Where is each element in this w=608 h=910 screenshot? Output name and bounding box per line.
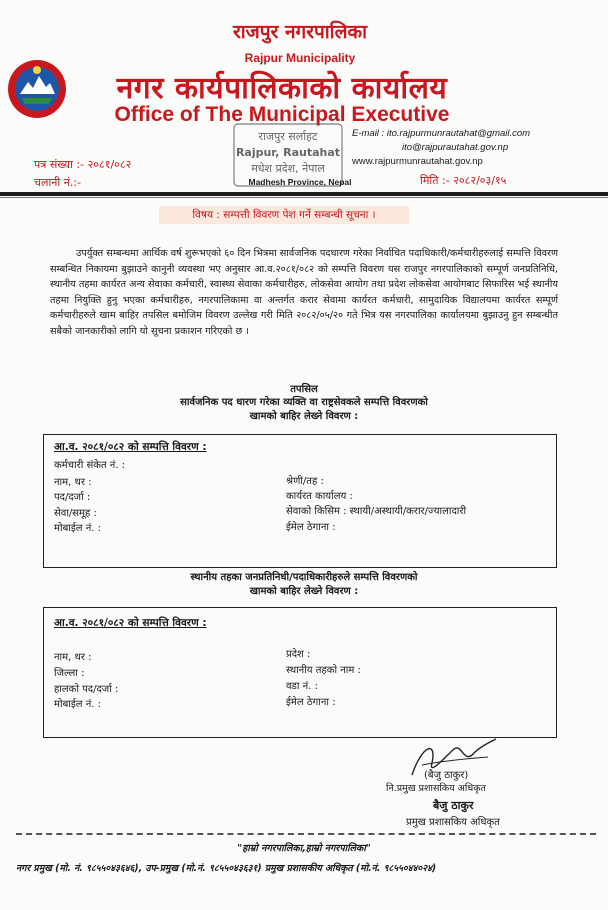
footer-slogan: "हाम्रो नगरपालिका,हाम्रो नगरपालिका" [237,843,371,854]
footer-contacts: नगर प्रमुख (मो. नं. ९८५५०४३६४६), उप-प्रमुख (मो.नं. ९८५५०४३६३१) प्रमुख प्रशासकीय अधिकृत (मो.नं. ९८५५०४४०२४) [16,863,437,874]
letter-date: मिति :- २०८२/०३/१५ [420,174,507,187]
employee-code-field: कर्मचारी संकेत नं. : [54,460,126,471]
schedule-heading: तपसिल [290,384,318,395]
district-field: जिल्ला : [54,668,85,679]
service-type-field: सेवाको किसिम : स्थायी/अस्थायी/करार/ज्यालादारी [286,506,467,517]
section1-heading-line1: सार्वजनिक पद धारण गरेका व्यक्ति वा राष्ट्रसेवकले सम्पत्ति विवरणको [180,397,428,408]
signatory-name: बैजु ठाकुर [433,799,474,812]
section2-heading-line2: खामको बाहिर लेख्ने विवरण : [249,586,359,597]
municipality-name-english: Rajpur Municipality [244,51,356,65]
email-field-2: ईमेल ठेगाना : [286,697,336,708]
post-field: पद/दर्जा : [54,492,91,503]
grade-field: श्रेणी/तह : [286,476,324,487]
email-field: ईमेल ठेगाना : [286,522,336,533]
email-address[interactable]: E-mail : ito.rajpurmunrautahat@gmail.com [352,128,531,139]
section1-heading-line2: खामको बाहिर लेख्ने विवरण : [249,411,359,422]
name-field-2: नाम, थर : [54,652,92,663]
office-title-nepali: नगर कार्यपालिकाको कार्यालय [116,71,448,106]
website-url[interactable]: www.rajpurmunrautahat.gov.np [352,156,483,167]
header-rule [0,192,608,196]
current-post-field: हालको पद/दर्जा : [54,684,119,695]
local-level-field: स्थानीय तहको नाम : [286,665,361,676]
mobile-field-2: मोबाईल नं. : [54,699,102,710]
section1-box-title: आ.व. २०८१/०८२ को सम्पत्ति विवरण : [54,441,207,453]
service-group-field: सेवा/समूह : [54,508,97,519]
province-field: प्रदेश : [286,649,311,660]
subject-line: विषय : सम्पत्ती विवरण पेश गर्ने सम्बन्धी सूचना । [159,206,409,224]
signatory-role-short: नि.प्रमुख प्रशासकिय अधिकृत [386,783,486,794]
notice-body: उपर्युक्त सम्बन्धमा आर्थिक वर्ष शुरूभएको ६० दिन भित्रमा सार्वजनिक पदधारण गरेका निर्वाचित पदाधिकारी/कर्मचारीहरुलाई सम्पत्ति विवरण सम्बन्धित निकायमा बुझाउने कानुनी व्यवस्था भए अनुसार आ.व.२०८१/०८२ को सम्पत्ति विवरण यस राजपुर नगरपालिकाको सम्पूर्ण जनप्रतिनिधि, स्थानीय तहमा कार्यरत अन्य सेवाका कर्मचारी, स्वास्थ्य सेवाका कर्मचारीहरु, लोकसेवा आयोग तथा प्रदेश लोकसेवा आयोगबाट सिफारिस भई स्थानीय तहमा नियुक्ति हुनु भएका कर्मचारीहरु, नगरपालिकामा वा अन्तर्गत करार सेवामा कार्यरत कर्मचारी, सामुदायिक विद्यालयमा कार्यरत सम्पूर्ण कर्मचारीहरुले खाम बाहिर तपसिल बमोजिम विवरण उल्लेख गरी मिति २०८२/०५/२० गते भित्र यस नगरपालिका कार्यालयमा बुझाउनु हुन सम्बन्धीत सबैको जानकारीको लागि यो सूचना प्रकाशन गरिएको छ । [50,248,558,337]
section2-box-title: आ.व. २०८१/०८२ को सम्पत्ति विवरण : [54,617,207,629]
section1-form-box [43,434,557,568]
nepal-emblem-logo [6,58,68,120]
ward-field: वडा नं. : [286,681,318,692]
stamp-line-2: Rajpur, Rautahat [235,146,341,159]
office-title-english: Office of The Municipal Executive [114,103,450,126]
letter-reference-number: पत्र संख्या :- २०८१/०८२ [34,158,132,171]
email-address-2[interactable]: ito@rajpurautahat.gov.np [402,142,509,153]
dispatch-number: चलानी नं.:- [34,176,82,189]
signatory-name-bracket: (बैजु ठाकुर) [424,770,469,781]
section2-heading-line1: स्थानीय तहका जनप्रतिनिधी/पदाधिकारीहरुले सम्पत्ति विवरणको [190,572,418,583]
header-rule-thin [0,197,608,198]
section2-heading [0,571,608,599]
stamp-line-3: मधेश प्रदेश, नेपाल [251,162,325,175]
mobile-field: मोबाईल नं. : [54,523,102,534]
section1-heading [0,396,608,424]
province-label: Madhesh Province, Nepal [248,177,352,187]
name-field: नाम, थर : [54,477,92,488]
stamp-line-1: राजपुर सर्लाहट [258,130,318,143]
signatory-role: प्रमुख प्रशासकिय अधिकृत [406,817,500,828]
footer-divider [16,833,596,835]
municipality-name-nepali: राजपुर नगरपालिका [232,21,367,43]
working-office-field: कार्यरत कार्यालय : [286,491,353,502]
section2-form-box [43,607,557,738]
